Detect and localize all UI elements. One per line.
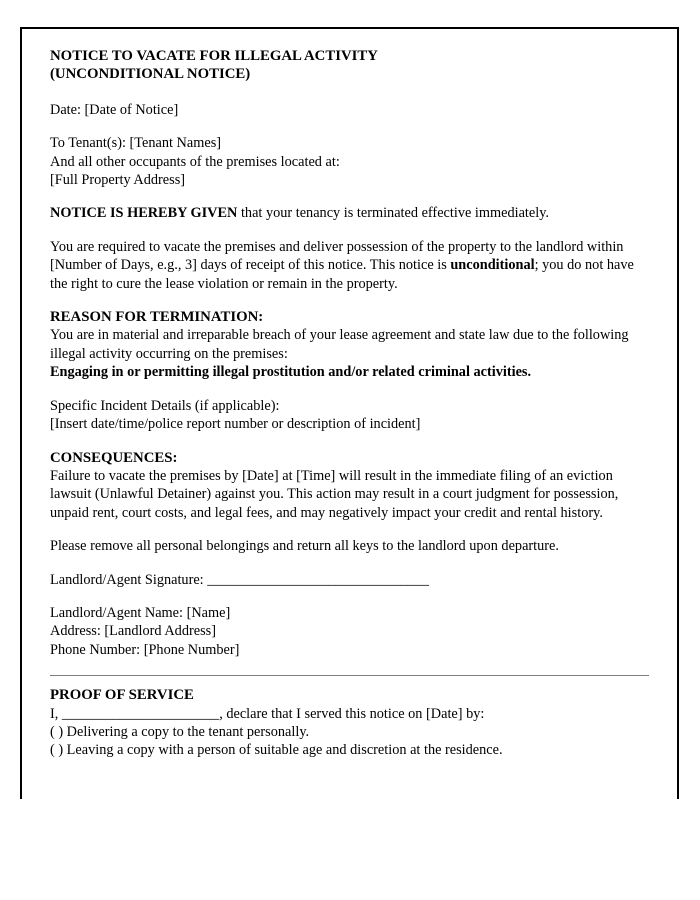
notice-given-bold: NOTICE IS HEREBY GIVEN (50, 205, 238, 222)
notice-given-rest: that your tenancy is terminated effective immediately. (237, 205, 550, 222)
vacate-part2: ; you do not have the right to cure the lease violation or remain in the property. (50, 257, 634, 292)
document-title-line2: (UNCONDITIONAL NOTICE) (50, 66, 251, 83)
recipient-block (50, 134, 649, 189)
consequences-section (50, 449, 649, 523)
document-title (50, 47, 649, 84)
tenant-line: To Tenant(s): [Tenant Names] (50, 135, 222, 152)
landlord-name-line: Landlord/Agent Name: [Name] (50, 604, 231, 621)
vacate-part1: You are required to vacate the premises and deliver possession of the property to the landlord within [Number of Days, e.g., 3] days of receipt of this notice. This notice is (50, 238, 624, 274)
signature-label: Landlord/Agent Signature: (50, 571, 208, 588)
notice-given-line (50, 204, 649, 222)
incident-label: Specific Incident Details (if applicable): (50, 397, 280, 414)
signature-blank: _______________________________ (207, 571, 429, 588)
notice-document-frame (20, 27, 679, 799)
consequences-heading: CONSEQUENCES: (50, 449, 178, 466)
occupants-line: And all other occupants of the premises located at: (50, 153, 340, 170)
proof-intro-line (50, 705, 649, 723)
document-title-line1: NOTICE TO VACATE FOR ILLEGAL ACTIVITY (50, 48, 378, 64)
consequences-text: Failure to vacate the premises by [Date] at [Time] will result in the immediate filing of an eviction lawsuit (Unlawful Detainer) against you. This action may result in a court judgment for possession, unpaid rent, court costs, and legal fees, and may negatively impact your credit and rental history. (50, 467, 619, 521)
proof-heading: PROOF OF SERVICE (50, 687, 194, 704)
reason-section (50, 308, 649, 382)
incident-block (50, 397, 649, 434)
reason-heading: REASON FOR TERMINATION: (50, 309, 264, 326)
proof-intro-post: , declare that I served this notice on [Date] by: (219, 705, 485, 722)
service-option-personal: ( ) Delivering a copy to the tenant personally. (50, 723, 310, 740)
vacate-paragraph (50, 238, 649, 293)
landlord-info-block (50, 604, 649, 659)
belongings-line: Please remove all personal belongings and return all keys to the landlord upon departure. (50, 538, 559, 555)
section-divider (50, 675, 649, 676)
property-address-line: [Full Property Address] (50, 172, 186, 189)
proof-server-blank: ______________________ (61, 705, 220, 722)
proof-intro-pre: I, (50, 705, 62, 722)
service-option-suitable-age: ( ) Leaving a copy with a person of suitable age and discretion at the residence. (50, 742, 503, 759)
reason-bold-line: Engaging in or permitting illegal prostitution and/or related criminal activities. (50, 364, 532, 381)
date-line: Date: [Date of Notice] (50, 101, 179, 118)
incident-placeholder: [Insert date/time/police report number or description of incident] (50, 416, 421, 433)
reason-text: You are in material and irreparable breach of your lease agreement and state law due to the following illegal activity occurring on the premises: (50, 327, 629, 362)
vacate-bold: unconditional (450, 257, 535, 274)
landlord-address-line: Address: [Landlord Address] (50, 623, 216, 640)
landlord-phone-line: Phone Number: [Phone Number] (50, 641, 240, 658)
signature-line (50, 571, 649, 589)
proof-of-service-section (50, 686, 649, 760)
